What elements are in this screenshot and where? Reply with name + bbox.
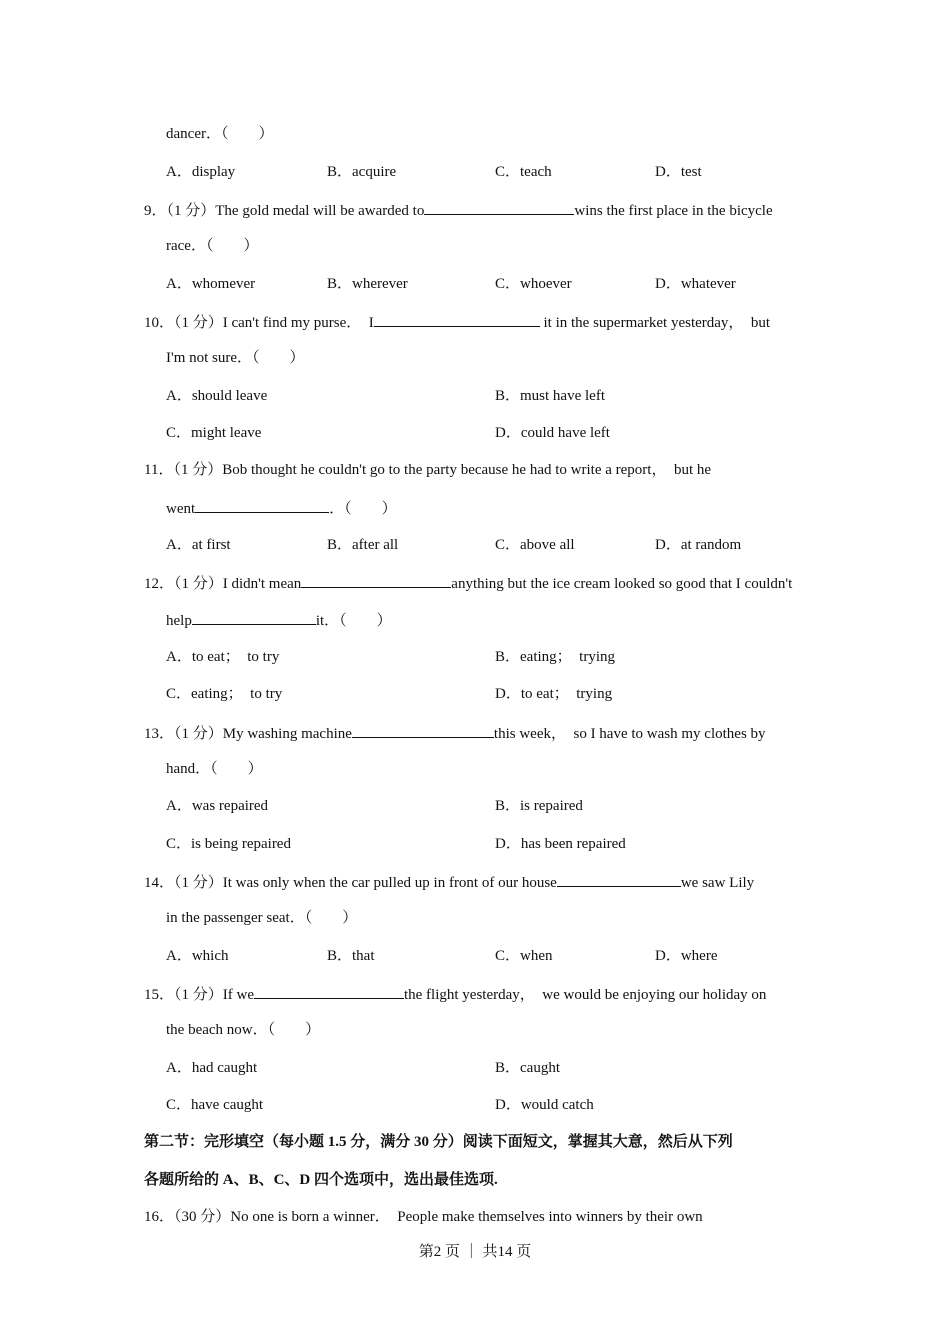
q14-option-c: C．when	[495, 948, 553, 964]
q12-stem	[144, 572, 792, 594]
q11-continuation	[166, 497, 397, 519]
q13-option-d: D．has been repaired	[495, 836, 626, 852]
q9-stem	[144, 199, 773, 221]
q12-option-b: B．eating； trying	[495, 649, 615, 665]
q14-stem-tail: we saw Lily	[680, 875, 755, 891]
q10-stem-tail: it in the supermarket yesterday， but	[539, 315, 771, 331]
q9-option-a: A．whomever	[166, 276, 256, 292]
q12-cont-tail: it．（ ）	[315, 613, 392, 629]
q11-option-c: C．above all	[495, 537, 575, 553]
q10-option-d: D．could have left	[495, 425, 610, 441]
q14-option-d: D．where	[655, 948, 718, 964]
q12-stem-tail: anything but the ice cream looked so good that I couldn't	[451, 576, 793, 592]
q15-continuation: the beach now．（ ）	[166, 1022, 321, 1038]
q12-option-a: A．to eat； to try	[166, 649, 280, 665]
q10-stem-lead: 10．（1 分）I can't find my purse． I	[144, 315, 374, 331]
q16-stem: 16．（30 分）No one is born a winner． People make themselves into winners by their own	[144, 1209, 703, 1225]
q13-option-b: B．is repaired	[495, 798, 583, 814]
q14-option-b: B．that	[327, 948, 375, 964]
q12-option-d: D．to eat； trying	[495, 686, 613, 702]
q13-option-c: C．is being repaired	[166, 836, 291, 852]
q8-option-b: B．acquire	[327, 164, 397, 180]
q13-blank	[352, 722, 494, 738]
q11-option-a: A．at first	[166, 537, 231, 553]
q13-stem	[144, 722, 766, 744]
q13-continuation: hand．（ ）	[166, 761, 263, 777]
q12-blank-1	[301, 572, 451, 588]
q11-blank	[195, 497, 329, 513]
q10-blank	[374, 311, 540, 327]
q15-option-c: C．have caught	[166, 1097, 264, 1113]
q11-option-d: D．at random	[655, 537, 742, 553]
q15-stem-lead: 15．（1 分）If we	[144, 987, 254, 1003]
q10-option-a: A．should leave	[166, 388, 268, 404]
page-footer: 第2 页 ｜ 共14 页	[418, 1244, 532, 1260]
section2-instructions-line1: 第二节：完形填空（每小题 1.5 分，满分 30 分）阅读下面短文，掌握其大意，然后从下列	[144, 1134, 733, 1150]
q10-continuation: I'm not sure．（ ）	[166, 350, 305, 366]
q15-option-b: B．caught	[495, 1060, 560, 1076]
q9-option-c: C．whoever	[495, 276, 572, 292]
q9-continuation: race．（ ）	[166, 238, 259, 254]
q13-stem-tail: this week， so I have to wash my clothes by	[493, 726, 766, 742]
q10-stem	[144, 311, 770, 333]
q15-blank	[254, 983, 404, 999]
q10-option-b: B．must have left	[495, 388, 605, 404]
q13-option-a: A．was repaired	[166, 798, 269, 814]
q9-option-b: B．wherever	[327, 276, 408, 292]
q11-cont-lead: went	[166, 501, 196, 517]
q10-option-c: C．might leave	[166, 425, 262, 441]
q8-option-a: A．display	[166, 164, 236, 180]
q9-option-d: D．whatever	[655, 276, 736, 292]
q8-continuation: dancer．（ ）	[166, 126, 274, 142]
q8-option-d: D．test	[655, 164, 702, 180]
q9-stem-tail: wins the first place in the bicycle	[574, 203, 773, 219]
q13-stem-lead: 13．（1 分）My washing machine	[144, 726, 352, 742]
q9-stem-lead: 9．（1 分）The gold medal will be awarded to	[144, 203, 425, 219]
q12-blank-2	[192, 609, 316, 625]
q14-continuation: in the passenger seat．（ ）	[166, 910, 358, 926]
q14-stem	[144, 871, 754, 893]
q12-cont-lead: help	[166, 613, 192, 629]
q15-stem	[144, 983, 766, 1005]
q11-stem: 11．（1 分）Bob thought he couldn't go to the party because he had to write a report， but he	[144, 462, 712, 478]
q12-continuation	[166, 609, 392, 631]
q9-blank	[424, 199, 574, 215]
q12-stem-lead: 12．（1 分）I didn't mean	[144, 576, 302, 592]
section2-instructions-line2: 各题所给的 A、B、C、D 四个选项中，选出最佳选项.	[144, 1172, 498, 1188]
q14-blank	[557, 871, 681, 887]
q11-option-b: B．after all	[327, 537, 399, 553]
q15-option-a: A．had caught	[166, 1060, 258, 1076]
q12-option-c: C．eating； to try	[166, 686, 283, 702]
q14-stem-lead: 14．（1 分）It was only when the car pulled up in front of our house	[144, 875, 557, 891]
q15-stem-tail: the flight yesterday， we would be enjoying our holiday on	[403, 987, 767, 1003]
q14-option-a: A．which	[166, 948, 229, 964]
q11-cont-tail: ．（ ）	[329, 501, 397, 517]
q15-option-d: D．would catch	[495, 1097, 594, 1113]
q8-option-c: C．teach	[495, 164, 552, 180]
